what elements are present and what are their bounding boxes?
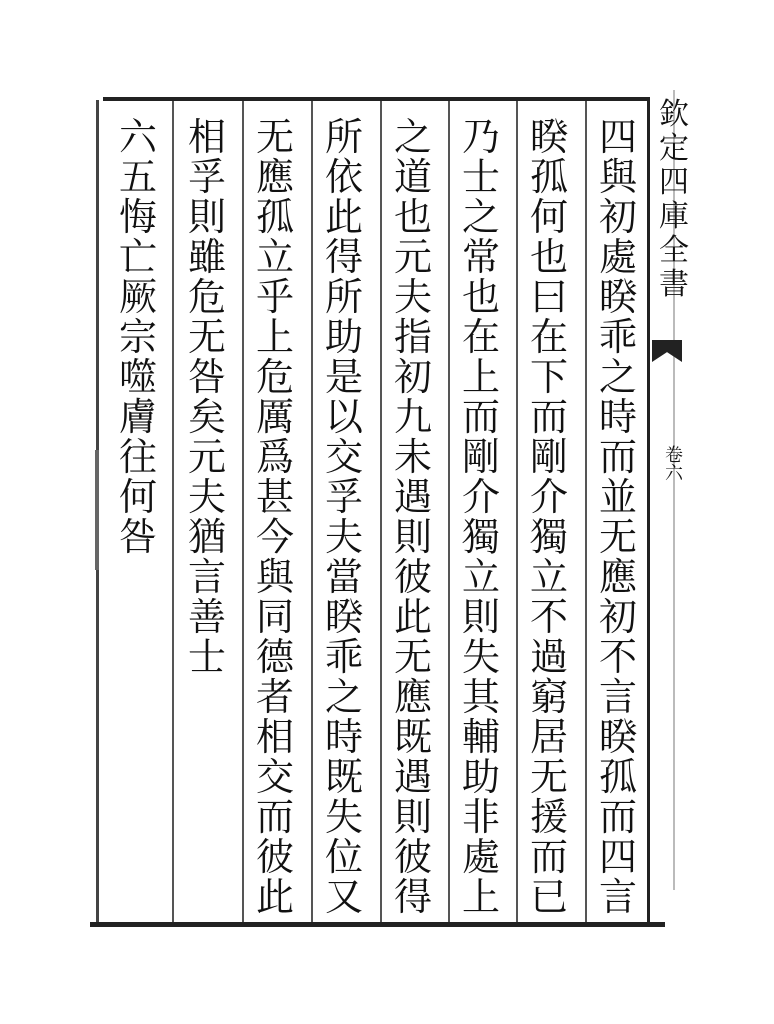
title-glyph: 書 [659, 267, 689, 302]
column-glyph: 彼 [393, 835, 432, 879]
column-glyph: 孤 [529, 155, 568, 199]
frame-top-border [103, 97, 648, 101]
column-glyph: 失 [461, 635, 500, 679]
column-glyph: 而 [598, 795, 637, 839]
column-glyph: 相 [255, 715, 294, 759]
column-glyph: 並 [598, 475, 637, 519]
column-glyph: 危 [187, 275, 226, 319]
column-glyph: 既 [324, 755, 363, 799]
column-glyph: 上 [461, 355, 500, 399]
column-glyph: 初 [598, 195, 637, 239]
column-glyph: 元 [393, 235, 432, 279]
volume-label: 卷六 [662, 445, 683, 481]
column-glyph: 厲 [255, 395, 294, 439]
column-glyph: 介 [529, 475, 568, 519]
column-glyph: 睽 [529, 115, 568, 159]
column-glyph: 其 [461, 675, 500, 719]
column-glyph: 夫 [324, 515, 363, 559]
column-glyph: 過 [529, 635, 568, 679]
column-glyph: 所 [324, 275, 363, 319]
column-glyph: 雖 [187, 235, 226, 279]
column-rule [516, 101, 518, 922]
column-glyph: 處 [598, 235, 637, 279]
column-glyph: 善 [187, 595, 226, 639]
column-glyph: 而 [598, 435, 637, 479]
column-glyph: 咎 [118, 515, 157, 559]
column-glyph: 則 [187, 195, 226, 239]
column-glyph: 應 [255, 155, 294, 199]
column-glyph: 而 [529, 835, 568, 879]
binding-stain [95, 450, 99, 570]
column-glyph: 九 [393, 395, 432, 439]
column-glyph: 非 [461, 795, 500, 839]
column-glyph: 无 [598, 515, 637, 559]
text-column-7 [177, 115, 237, 679]
column-glyph: 之 [598, 355, 637, 399]
column-glyph: 以 [324, 395, 363, 439]
frame-bottom-border [90, 922, 665, 927]
fishtail-mark [652, 340, 682, 362]
column-glyph: 言 [598, 675, 637, 719]
column-glyph: 得 [324, 235, 363, 279]
column-glyph: 德 [255, 635, 294, 679]
column-glyph: 而 [255, 795, 294, 839]
column-glyph: 危 [255, 355, 294, 399]
column-rule [585, 101, 587, 922]
title-glyph: 庫 [659, 199, 689, 234]
text-column-6 [245, 115, 305, 919]
column-glyph: 下 [529, 355, 568, 399]
column-glyph: 則 [393, 515, 432, 559]
column-glyph: 夫 [187, 475, 226, 519]
column-glyph: 此 [393, 595, 432, 639]
column-rule [172, 101, 174, 922]
column-glyph: 上 [461, 875, 500, 919]
column-glyph: 遇 [393, 755, 432, 799]
column-rule [311, 101, 313, 922]
column-glyph: 剛 [461, 435, 500, 479]
column-glyph: 又 [324, 875, 363, 919]
column-glyph: 失 [324, 795, 363, 839]
column-glyph: 援 [529, 795, 568, 839]
column-glyph: 乖 [598, 315, 637, 359]
column-glyph: 爲 [255, 435, 294, 479]
column-glyph: 者 [255, 675, 294, 719]
column-glyph: 同 [255, 595, 294, 639]
column-glyph: 何 [529, 195, 568, 239]
column-glyph: 睽 [598, 275, 637, 319]
column-glyph: 言 [187, 555, 226, 599]
column-glyph: 彼 [393, 555, 432, 599]
column-glyph: 助 [461, 755, 500, 799]
column-rule [242, 101, 244, 922]
column-glyph: 悔 [118, 195, 157, 239]
column-glyph: 交 [255, 755, 294, 799]
column-glyph: 指 [393, 315, 432, 359]
column-glyph: 不 [598, 635, 637, 679]
column-glyph: 立 [461, 555, 500, 599]
column-glyph: 无 [529, 755, 568, 799]
column-glyph: 四 [598, 835, 637, 879]
column-glyph: 則 [393, 795, 432, 839]
title-glyph: 全 [659, 233, 689, 268]
column-glyph: 所 [324, 115, 363, 159]
column-glyph: 之 [461, 195, 500, 239]
column-glyph: 乃 [461, 115, 500, 159]
column-glyph: 當 [324, 555, 363, 599]
column-glyph: 遇 [393, 475, 432, 519]
column-glyph: 在 [529, 315, 568, 359]
column-glyph: 宗 [118, 315, 157, 359]
column-glyph: 不 [529, 595, 568, 639]
column-glyph: 今 [255, 515, 294, 559]
column-glyph: 孚 [187, 155, 226, 199]
column-glyph: 時 [324, 715, 363, 759]
column-glyph: 矣 [187, 395, 226, 439]
column-glyph: 此 [255, 875, 294, 919]
column-glyph: 未 [393, 435, 432, 479]
column-glyph: 與 [255, 555, 294, 599]
column-glyph: 輔 [461, 715, 500, 759]
column-glyph: 孤 [598, 755, 637, 799]
column-glyph: 五 [118, 155, 157, 199]
column-glyph: 與 [598, 155, 637, 199]
column-glyph: 而 [461, 395, 500, 439]
column-glyph: 也 [461, 275, 500, 319]
column-glyph: 噬 [118, 355, 157, 399]
text-column-3 [451, 115, 511, 919]
column-glyph: 四 [598, 115, 637, 159]
column-glyph: 咎 [187, 355, 226, 399]
column-glyph: 窮 [529, 675, 568, 719]
column-glyph: 无 [393, 635, 432, 679]
title-glyph: 欽 [659, 97, 689, 132]
column-glyph: 六 [118, 115, 157, 159]
column-glyph: 乖 [324, 635, 363, 679]
column-glyph: 得 [393, 875, 432, 919]
column-glyph: 士 [187, 635, 226, 679]
column-glyph: 厥 [118, 275, 157, 319]
column-glyph: 而 [529, 395, 568, 439]
column-glyph: 處 [461, 835, 500, 879]
text-column-5 [314, 115, 374, 919]
column-glyph: 元 [187, 435, 226, 479]
text-column-2 [519, 115, 579, 919]
column-glyph: 何 [118, 475, 157, 519]
column-glyph: 道 [393, 155, 432, 199]
column-glyph: 應 [393, 675, 432, 719]
column-glyph: 睽 [324, 595, 363, 639]
column-glyph: 此 [324, 195, 363, 239]
column-glyph: 之 [324, 675, 363, 719]
column-glyph: 應 [598, 555, 637, 599]
column-glyph: 曰 [529, 275, 568, 319]
column-glyph: 位 [324, 835, 363, 879]
column-glyph: 亡 [118, 235, 157, 279]
column-glyph: 助 [324, 315, 363, 359]
column-glyph: 孤 [255, 195, 294, 239]
column-glyph: 猶 [187, 515, 226, 559]
column-glyph: 初 [598, 595, 637, 639]
column-glyph: 依 [324, 155, 363, 199]
column-glyph: 交 [324, 435, 363, 479]
column-glyph: 介 [461, 475, 500, 519]
column-rule [448, 101, 450, 922]
column-glyph: 上 [255, 315, 294, 359]
column-glyph: 往 [118, 435, 157, 479]
column-glyph: 剛 [529, 435, 568, 479]
book-title [655, 97, 693, 304]
column-glyph: 甚 [255, 475, 294, 519]
column-glyph: 孚 [324, 475, 363, 519]
column-glyph: 言 [598, 875, 637, 919]
column-glyph: 夫 [393, 275, 432, 319]
column-glyph: 乎 [255, 275, 294, 319]
column-glyph: 彼 [255, 835, 294, 879]
column-glyph: 立 [255, 235, 294, 279]
column-glyph: 已 [529, 875, 568, 919]
column-rule [380, 101, 382, 922]
column-glyph: 也 [393, 195, 432, 239]
column-glyph: 相 [187, 115, 226, 159]
column-glyph: 睽 [598, 715, 637, 759]
column-glyph: 是 [324, 355, 363, 399]
column-glyph: 初 [393, 355, 432, 399]
column-glyph: 在 [461, 315, 500, 359]
column-glyph: 也 [529, 235, 568, 279]
column-glyph: 居 [529, 715, 568, 759]
text-column-1 [588, 115, 648, 919]
text-column-8 [108, 115, 168, 559]
column-glyph: 无 [187, 315, 226, 359]
column-glyph: 獨 [461, 515, 500, 559]
column-glyph: 獨 [529, 515, 568, 559]
column-glyph: 之 [393, 115, 432, 159]
column-glyph: 立 [529, 555, 568, 599]
column-glyph: 常 [461, 235, 500, 279]
title-glyph: 定 [659, 131, 689, 166]
column-glyph: 既 [393, 715, 432, 759]
column-glyph: 膚 [118, 395, 157, 439]
column-glyph: 則 [461, 595, 500, 639]
column-glyph: 時 [598, 395, 637, 439]
column-glyph: 士 [461, 155, 500, 199]
column-glyph: 无 [255, 115, 294, 159]
title-glyph: 四 [659, 165, 689, 200]
text-column-4 [383, 115, 443, 919]
